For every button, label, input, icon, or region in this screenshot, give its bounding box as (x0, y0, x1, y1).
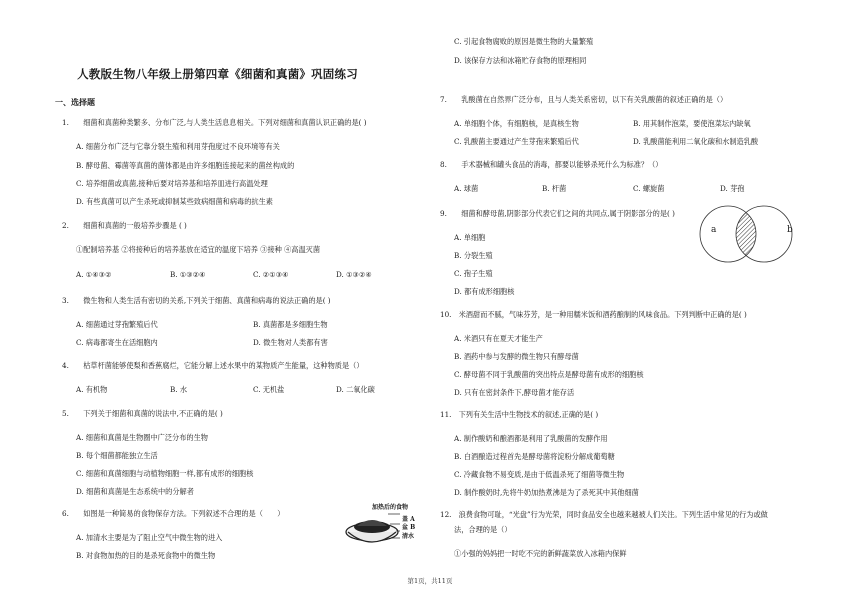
question-7-stem: 7. 乳酸菌在自然界广泛分布，且与人类关系密切，以下有关乳酸菌的叙述正确的是（） (440, 95, 728, 104)
q9-option-b: B. 分裂生殖 (454, 251, 493, 260)
figure-label-lid-a: 盖 A (402, 516, 415, 523)
q4-option-c: C. 无机盐 (253, 385, 285, 394)
q8-option-a: A. 球菌 (454, 184, 479, 193)
q10-option-d: D. 只有在密封条件下,酵母菌才能存活 (454, 388, 575, 397)
question-4-stem: 4. 枯草杆菌能够使梨和香蕉腐烂，它能分解上述水果中的某物质产生能量，这种物质是（） (62, 361, 364, 370)
q8-option-b: B. 杆菌 (542, 184, 567, 193)
q11-option-a: A. 制作酸奶和酿酒都是利用了乳酸菌的发酵作用 (454, 434, 608, 443)
q3-option-b: B. 真菌都是多细胞生物 (253, 320, 328, 329)
q5-option-a: A. 细菌和真菌是生物圈中广泛分布的生物 (76, 433, 208, 442)
question-10-stem: 10. 米酒甜而不腻，气味芬芳，是一种用糯米饭和酒药酿制的风味食品。下列判断中正确的是( ) (440, 310, 747, 319)
figure-label-basin-b: 盆 B (402, 524, 416, 531)
q10-option-a: A. 米酒只有在夏天才能生产 (454, 334, 543, 343)
q6-option-c: C. 引起食物腐败的原因是微生物的大量繁殖 (454, 37, 594, 46)
question-3-stem: 3. 微生物和人类生活有密切的关系,下列关于细菌、真菌和病毒的说法正确的是( ) (62, 296, 331, 305)
lid-dome (357, 520, 387, 526)
q11-option-b: B. 白酒酿造过程首先是酵母菌将淀粉分解成葡萄糖 (454, 452, 615, 461)
question-2-stem: 2. 细菌和真菌的一般培养步骤是 ( ) (62, 221, 187, 230)
q2-option-c: C. ②①③④ (253, 270, 289, 279)
q9-option-c: C. 孢子生殖 (454, 269, 493, 278)
question-9-stem: 9. 细菌和酵母菌,阴影部分代表它们之间的共同点,属于阴影部分的是( ) (440, 209, 675, 218)
q1-option-c: C. 培养细菌或真菌,接种后要对培养基和培养皿进行高温处理 (76, 179, 268, 188)
question-12-stem-cont: 法，合理的是（） (454, 525, 512, 534)
q11-option-d: D. 制作酸奶时,先将牛奶加热煮沸是为了杀死其中其他细菌 (454, 488, 639, 497)
q10-option-b: B. 酒药中参与发酵的微生物只有酵母菌 (454, 352, 579, 361)
q6-option-d: D. 该保存方法和冰箱贮存食物的原理相同 (454, 56, 587, 65)
q3-option-a: A. 细菌通过芽孢繁殖后代 (76, 320, 158, 329)
q7-option-c: C. 乳酸菌主要通过产生芽孢来繁殖后代 (454, 137, 579, 146)
q4-option-a: A. 有机物 (76, 385, 108, 394)
venn-label-a: a (711, 225, 717, 235)
question-5-stem: 5. 下列关于细菌和真菌的说法中,不正确的是( ) (62, 409, 223, 418)
q9-option-a: A. 单细胞 (454, 233, 486, 242)
venn-diagram (686, 203, 806, 267)
question-1-stem: 1. 细菌和真菌种类繁多、分布广泛,与人类生活息息相关。下列对细菌和真菌认识正确的是( ) (62, 118, 367, 127)
q7-option-b: B. 用其制作泡菜，要使泡菜坛内缺氧 (633, 119, 751, 128)
q8-option-d: D. 芽孢 (720, 184, 745, 193)
q1-option-a: A. 细菌分布广泛与它靠分裂生殖和利用芽孢度过不良环境等有关 (76, 142, 280, 151)
q1-option-b: B. 酵母菌、霉菌等真菌的菌体都是由许多细胞连接起来的菌丝构成的 (76, 161, 295, 170)
q5-option-b: B. 每个细菌都能独立生活 (76, 451, 158, 460)
q2-option-a: A. ①④③② (76, 270, 112, 279)
q2-steps: ①配制培养基 ②将接种后的培养基放在适宜的温度下培养 ③接种 ④高温灭菌 (76, 245, 321, 254)
question-8-stem: 8. 手术器械和罐头食品的消毒，都要以能够杀死什么为标准？（） (440, 160, 663, 169)
q7-option-a: A. 单细胞个体，有细胞核，是真核生物 (454, 119, 579, 128)
q12-statement-1: ①小强的妈妈把一时吃不完的新鲜蔬菜放入冰箱内保鲜 (454, 549, 627, 558)
q4-option-b: B. 水 (170, 385, 188, 394)
q2-option-b: B. ①③②④ (170, 270, 206, 279)
q6-option-b: B. 对食物加热的目的是杀死食物中的微生物 (76, 551, 216, 560)
question-6-stem: 6. 如图是一种简易的食物保存方法。下列叙述不合理的是（ ） (62, 509, 285, 518)
q5-option-d: D. 细菌和真菌是生态系统中的分解者 (76, 487, 194, 496)
q5-option-c: C. 细菌和真菌细胞与动植物细胞一样,都有成形的细胞核 (76, 469, 254, 478)
q9-option-d: D. 都有成形细胞核 (454, 287, 515, 296)
figure-label-water: 清水 (402, 533, 415, 540)
q6-option-a: A. 加清水主要是为了阻止空气中微生物的进入 (76, 533, 223, 542)
q8-option-c: C. 螺旋菌 (633, 184, 665, 193)
q2-option-d: D. ①③②④ (336, 270, 372, 279)
q4-option-d: D. 二氧化碳 (336, 385, 375, 394)
figure-label-food: 加热后的食物 (372, 504, 409, 511)
q3-option-d: D. 微生物对人类都有害 (253, 338, 328, 347)
section-heading: 一、选择题 (55, 97, 95, 107)
page-title: 人教版生物八年级上册第四章《细菌和真菌》巩固练习 (77, 67, 358, 81)
question-11-stem: 11. 下列有关生活中生物技术的叙述,正确的是( ) (440, 410, 599, 419)
page-footer: 第1页，共11页 (407, 577, 453, 585)
q1-option-d: D. 有些真菌可以产生杀死或抑制某些致病细菌和病毒的抗生素 (76, 197, 273, 206)
basin-bottom (348, 532, 396, 542)
q11-option-c: C. 冷藏食物不易变质,是由于低温杀死了细菌等微生物 (454, 470, 625, 479)
question-12-stem: 12. 浪费食物可耻，“光盘”行为光荣，同时食品安全也越来越被人们关注。下列生活中常见的行为或做 (440, 510, 768, 519)
q7-option-d: D. 乳酸菌能利用二氧化碳和水制造乳酸 (633, 137, 759, 146)
q10-option-c: C. 酵母菌不同于乳酸菌的突出特点是酵母菌有成形的细胞核 (454, 370, 644, 379)
venn-label-b: b (787, 225, 793, 235)
q3-option-c: C. 病毒都寄生在活细胞内 (76, 338, 158, 347)
